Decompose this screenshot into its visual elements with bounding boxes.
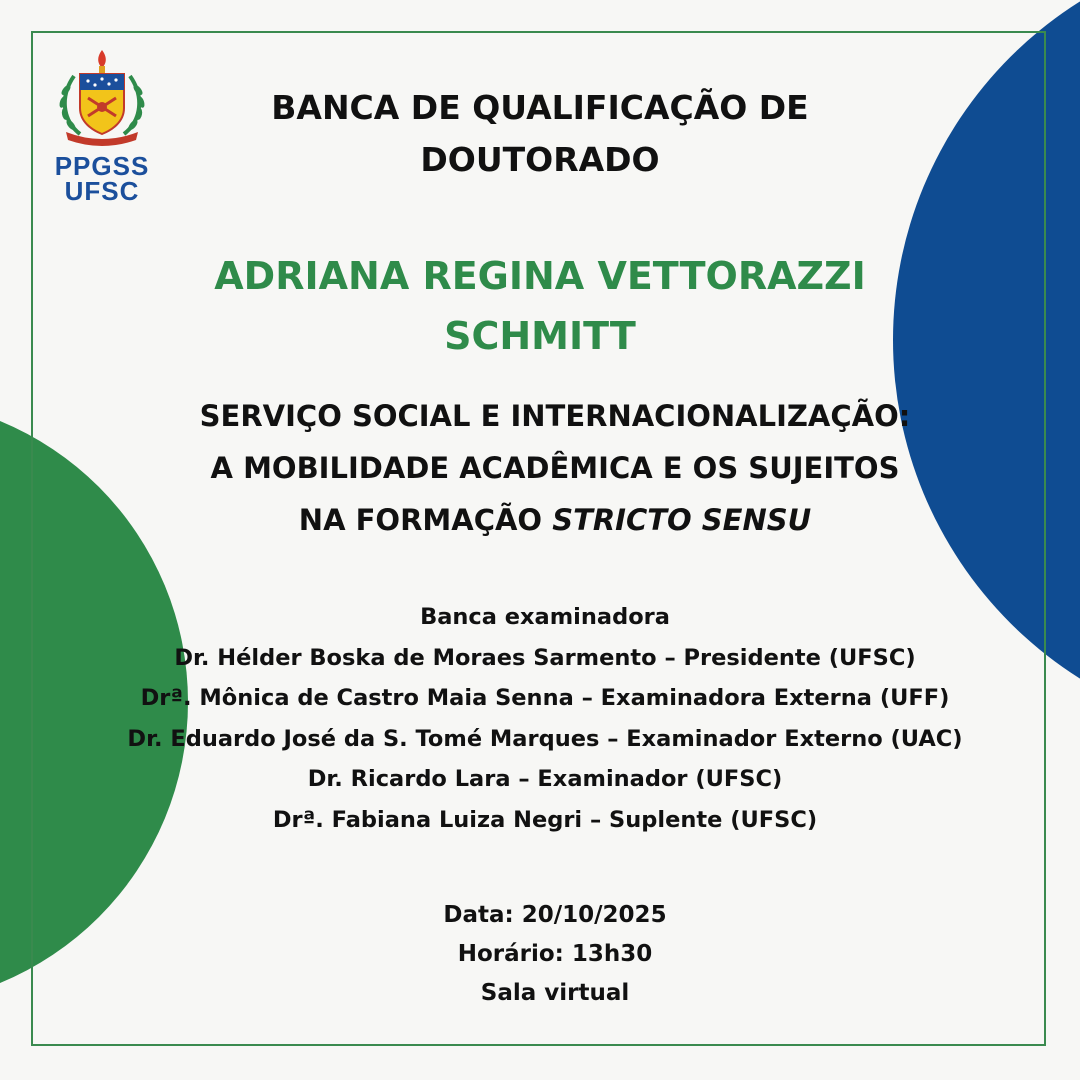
thesis-line (100, 494, 1010, 546)
logo-text-ppgss: PPGSS (54, 151, 150, 181)
thesis-line-italic: STRICTO SENSU (552, 503, 812, 537)
event-time: Horário: 13h30 (457, 941, 653, 967)
event-location: Sala virtual (480, 980, 630, 1006)
board-heading: Banca examinadora (420, 604, 670, 630)
examining-board (40, 597, 1050, 840)
board-member: Drª. Mônica de Castro Maia Senna – Examinadora Externa (UFF) (140, 685, 950, 711)
title-line: DOUTORADO (420, 140, 660, 179)
board-member: Dr. Hélder Boska de Moraes Sarmento – Presidente (UFSC) (174, 644, 916, 671)
candidate-name (140, 246, 940, 366)
ppgss-ufsc-logo (46, 46, 158, 208)
thesis-title (100, 390, 1010, 546)
title-line: BANCA DE QUALIFICAÇÃO DE (271, 88, 809, 127)
thesis-line-prefix: NA FORMAÇÃO (298, 503, 553, 537)
board-member: Drª. Fabiana Luiza Negri – Suplente (UFSC) (272, 806, 818, 833)
ufsc-coat-of-arms-icon (46, 46, 158, 150)
candidate-name-line: ADRIANA REGINA VETTORAZZI (214, 254, 866, 298)
logo-text-ufsc: UFSC (64, 176, 140, 206)
board-member: Dr. Eduardo José da S. Tomé Marques – Examinador Externo (UAC) (127, 725, 963, 752)
thesis-line: A MOBILIDADE ACADÊMICA E OS SUJEITOS (210, 451, 900, 485)
thesis-line: SERVIÇO SOCIAL E INTERNACIONALIZAÇÃO: (199, 399, 911, 433)
event-date: Data: 20/10/2025 (443, 902, 667, 928)
page-title (240, 82, 840, 186)
event-details (340, 896, 770, 1013)
board-member: Dr. Ricardo Lara – Examinador (UFSC) (307, 766, 783, 792)
candidate-name-line: SCHMITT (444, 314, 636, 358)
